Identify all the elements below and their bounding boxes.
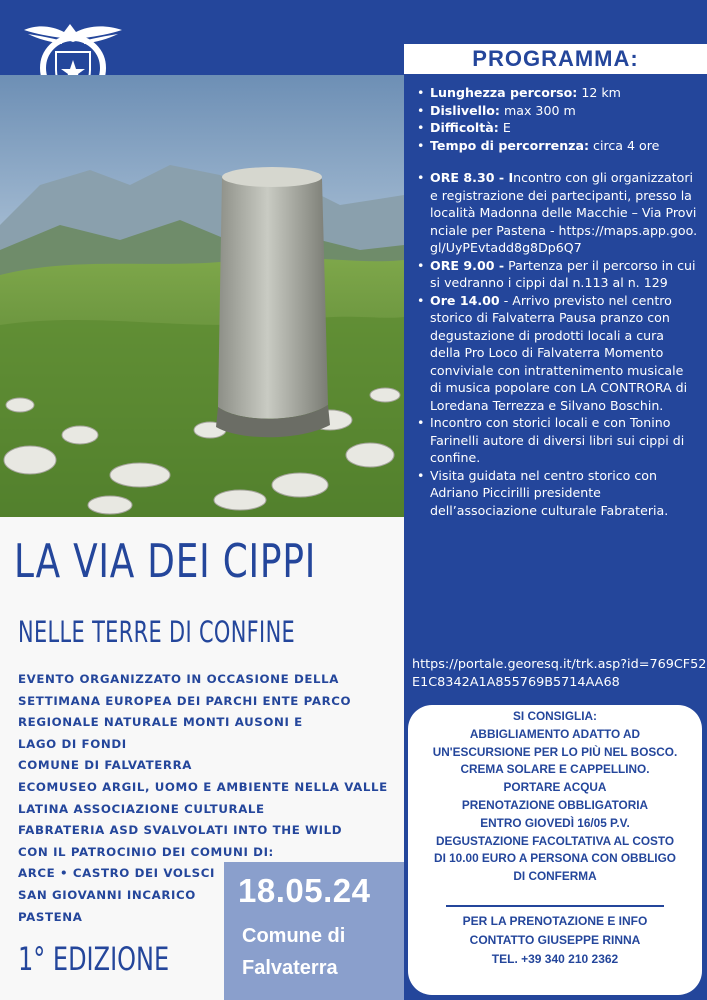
divider <box>446 905 664 907</box>
contact-name: CONTATTO GIUSEPPE RINNA <box>469 933 641 947</box>
contact-line: PER LA PRENOTAZIONE E INFO <box>462 914 648 928</box>
schedule-item: • ORE 9.00 - Partenza per il percorso in cui si vedranno i cippi dal n.113 al n. 129 <box>430 257 698 292</box>
schedule-item: • Visita guidata nel centro storico con Adriano Piccirilli presidente dell’associazione culturale Fabrateria. <box>430 467 698 520</box>
recommendation-line: CREMA SOLARE E CAPPELLINO. <box>460 762 650 777</box>
recommendation-line: DEGUSTAZIONE FACOLTATIVA AL COSTO <box>435 833 675 848</box>
venue-line: Comune di <box>242 925 346 947</box>
event-subtitle: NELLE TERRE DI CONFINE <box>18 615 296 649</box>
schedule-item: • Ore 14.00 - Arrivo previsto nel centro storico di Falvaterra Pausa pranzo con degustazione di prodotti locali a cura della Pro Loco di Falvaterra Momento conviviale con intrattenimento musicale di musica popolare con LA CONTRORA di Loredana Terrezza e Silvano Boschin. <box>430 292 698 415</box>
fact-item: • Lunghezza percorso: 12 km <box>430 84 698 102</box>
organizer-line: SETTIMANA EUROPEA DEI PARCHI ENTE PARCO <box>18 693 352 708</box>
recommendations-text <box>410 708 700 886</box>
landscape-photo <box>0 75 404 517</box>
recommendation-line: ENTRO GIOVEDÌ 16/05 P.V. <box>480 815 630 830</box>
recommendation-line: DI 10.00 EURO A PERSONA CON OBBLIGO <box>434 851 676 866</box>
organizer-line: ECOMUSEO ARGIL, UOMO E AMBIENTE NELLA VALLE <box>18 779 388 794</box>
organizer-line: FABRATERIA ASD SVALVOLATI INTO THE WILD <box>18 823 343 838</box>
venue-line: Falvaterra <box>242 957 338 979</box>
organizer-line: COMUNE DI FALVATERRA <box>18 758 193 773</box>
fact-item: • Dislivello: max 300 m <box>430 102 698 120</box>
organizer-line: PASTENA <box>18 909 83 924</box>
organizer-line: SAN GIOVANNI INCARICO <box>18 887 196 902</box>
recommendation-line: ABBIGLIAMENTO ADATTO AD <box>469 726 641 741</box>
organizer-line: ARCE • CASTRO DEI VOLSCI <box>18 866 215 881</box>
fact-item: • Tempo di percorrenza: circa 4 ore <box>430 137 698 155</box>
event-title: LA VIA DEI CIPPI <box>14 534 317 588</box>
programma-list <box>416 84 698 519</box>
schedule-item: • ORE 8.30 - Incontro con gli organizzatori e registrazione dei partecipanti, presso la località Madonna delle Macchie – Via Provinciale per Pastena - https://maps.app.goo.gl/UyPEvtadd8g8Dp6Q7 <box>430 169 698 257</box>
organizer-line: EVENTO ORGANIZZATO IN OCCASIONE DELLA <box>18 672 340 686</box>
contact-info <box>410 912 700 969</box>
schedule-item: • Incontro con storici locali e con Tonino Farinelli autore di diversi libri sui cippi di confine. <box>430 414 698 467</box>
contact-phone[interactable]: TEL. +39 340 210 2362 <box>491 952 619 966</box>
recommendation-line: DI CONFERMA <box>513 869 597 884</box>
recommendation-line: PORTARE ACQUA <box>503 780 607 795</box>
event-venue <box>242 920 345 984</box>
organizer-line: LATINA ASSOCIAZIONE CULTURALE <box>18 801 265 816</box>
organizer-line: REGIONALE NATURALE MONTI AUSONI E <box>18 715 303 730</box>
recommendation-line: PRENOTAZIONE OBBLIGATORIA <box>461 797 649 812</box>
event-date: 18.05.24 <box>238 872 371 909</box>
edition-label: 1° EDIZIONE <box>18 940 170 978</box>
tracking-link[interactable]: https://portale.georesq.it/trk.asp?id=769CF52E1C8342A1A855769B5714AA68 <box>412 657 707 690</box>
organizer-line: CON IL PATROCINIO DEI COMUNI DI: <box>18 844 274 859</box>
fact-item: • Difficoltà: E <box>430 119 698 137</box>
programma-title: PROGRAMMA: <box>472 46 639 71</box>
organizer-line: LAGO DI FONDI <box>18 736 127 751</box>
recommendation-heading: SI CONSIGLIA: <box>513 709 597 723</box>
recommendation-line: UN'ESCURSIONE PER LO PIÙ NEL BOSCO. <box>432 744 678 759</box>
